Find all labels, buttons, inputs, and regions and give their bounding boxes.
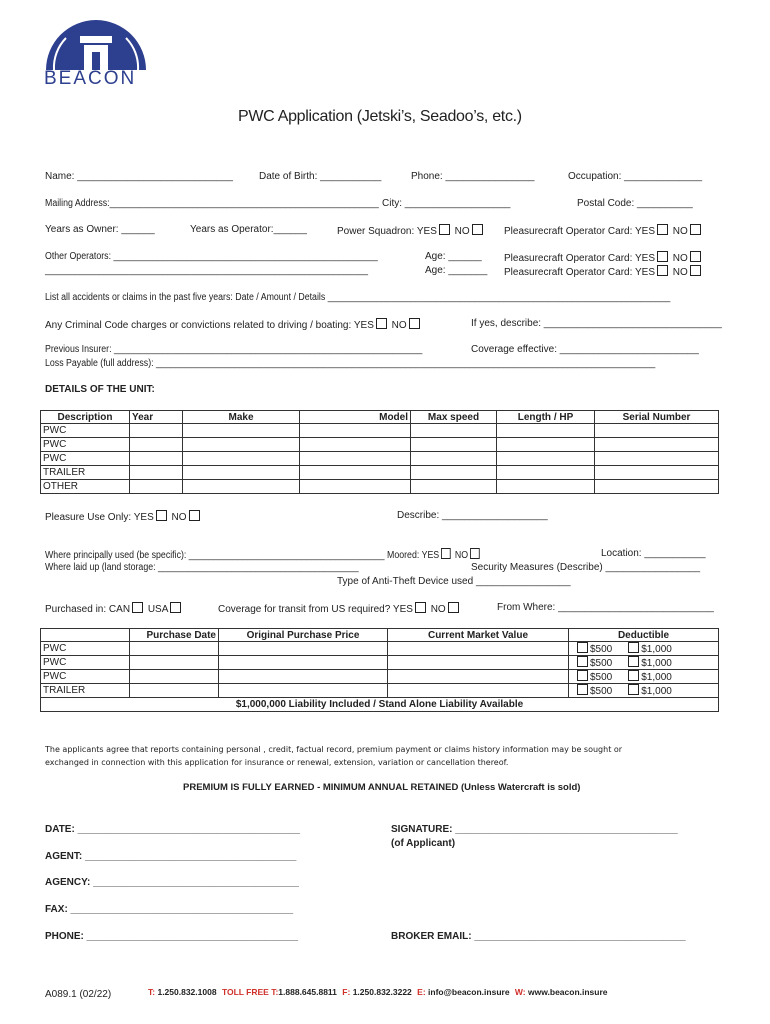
- page-title: PWC Application (Jetski’s, Seadoo’s, etc.): [238, 108, 522, 125]
- no-label: NO: [430, 604, 446, 615]
- pleasure-yes-checkbox[interactable]: [156, 510, 167, 521]
- table-row: [41, 452, 719, 466]
- col-length-hp: Length / HP: [497, 411, 595, 424]
- power-squadron: [337, 224, 485, 237]
- cell[interactable]: [497, 480, 595, 494]
- table-row: [41, 438, 719, 452]
- card-yes-checkbox[interactable]: [657, 224, 668, 235]
- ded-500-checkbox[interactable]: [577, 656, 588, 667]
- purchased-in: [45, 602, 183, 615]
- col-market-value: Current Market Value: [388, 629, 569, 642]
- where-used: [45, 548, 481, 561]
- pleasure-no-checkbox[interactable]: [189, 510, 200, 521]
- purchased-in-label: Purchased in: CAN: [45, 604, 131, 615]
- operator-card-label: Pleasurecraft Operator Card: YES: [504, 253, 655, 264]
- no-label: NO: [672, 267, 688, 278]
- table-row: [41, 656, 719, 670]
- value-table: [40, 628, 719, 712]
- signature-field[interactable]: SIGNATURE: ________________________________________: [391, 824, 678, 835]
- of-applicant-label: (of Applicant): [391, 838, 456, 849]
- contact-line: T: 1.250.832.1008 TOLL FREE T:1.888.645.8811 F: 1.250.832.3222 E: info@beacon.insure W: www.beacon.insure: [148, 987, 608, 997]
- transit-yes-checkbox[interactable]: [415, 602, 426, 613]
- table-header-row: [41, 629, 719, 642]
- years-owner-field[interactable]: Years as Owner: ______: [45, 224, 155, 235]
- age-field-2[interactable]: Age: _______: [425, 265, 488, 276]
- email-link[interactable]: info@beacon.insure: [428, 987, 510, 997]
- criminal-describe-field[interactable]: If yes, describe: ________________________________: [471, 318, 722, 329]
- cell[interactable]: [300, 438, 411, 452]
- table-row: [41, 670, 719, 684]
- no-label: NO: [454, 226, 470, 237]
- accidents-field[interactable]: List all accidents or claims in the past five years: Date / Amount / Details ______________________________________________________________________: [45, 292, 671, 303]
- logo-text: BEACON: [44, 68, 137, 89]
- table-row: [41, 466, 719, 480]
- criminal-charges-label: Any Criminal Code charges or convictions related to driving / boating: YES: [45, 320, 374, 331]
- ded-500-checkbox[interactable]: [577, 642, 588, 653]
- col-description: Description: [41, 411, 130, 424]
- cell[interactable]: [595, 452, 719, 466]
- cell[interactable]: [411, 452, 497, 466]
- transit-no-checkbox[interactable]: [448, 602, 459, 613]
- deductible-cell: $500 $1,000: [569, 684, 719, 698]
- cell[interactable]: [130, 438, 183, 452]
- laid-up-field[interactable]: Where laid up (land storage: _________________________________________: [45, 562, 359, 573]
- phone-field-footer[interactable]: PHONE: ______________________________________: [45, 931, 299, 942]
- cell[interactable]: [130, 452, 183, 466]
- row-label: PWC: [41, 424, 130, 438]
- transit-coverage-label: Coverage for transit from US required? YES: [218, 604, 413, 615]
- row-label: PWC: [41, 670, 130, 684]
- occupation-field[interactable]: Occupation: ______________: [568, 171, 703, 182]
- cell[interactable]: [497, 466, 595, 480]
- details-heading: DETAILS OF THE UNIT:: [45, 384, 155, 395]
- table-header-row: [41, 411, 719, 424]
- where-used-label: Where principally used (be specific): ________________________________________ Moored: YES: [45, 550, 440, 561]
- card2-yes-checkbox[interactable]: [657, 265, 668, 276]
- row-label: PWC: [41, 452, 130, 466]
- cell[interactable]: [183, 424, 300, 438]
- date-field[interactable]: DATE: ________________________________________: [45, 824, 301, 835]
- ded-500-checkbox[interactable]: [577, 670, 588, 681]
- cell[interactable]: [183, 438, 300, 452]
- cell[interactable]: [300, 452, 411, 466]
- card-no-checkbox[interactable]: [690, 224, 701, 235]
- ded-1000-checkbox[interactable]: [628, 684, 639, 695]
- coverage-effective-field[interactable]: Coverage effective: _________________________: [471, 344, 699, 355]
- cell[interactable]: [595, 466, 719, 480]
- cell[interactable]: [183, 452, 300, 466]
- cell[interactable]: [497, 452, 595, 466]
- moored-yes-checkbox[interactable]: [441, 548, 451, 559]
- agent-field[interactable]: AGENT: ______________________________________: [45, 851, 297, 862]
- no-label: NO: [672, 226, 688, 237]
- agreement-text: The applicants agree that reports containing personal , credit, factual record, premium payment or claims history information may be sought or exchanged in connection with this application for insurance or renewal, extension, variation or cancellation thereof.: [45, 745, 623, 767]
- name-field[interactable]: Name: ____________________________: [45, 171, 233, 182]
- criminal-no-checkbox[interactable]: [409, 318, 420, 329]
- criminal-yes-checkbox[interactable]: [376, 318, 387, 329]
- cell[interactable]: [411, 466, 497, 480]
- card1-yes-checkbox[interactable]: [657, 251, 668, 262]
- no-label: NO: [171, 512, 187, 523]
- cell[interactable]: [130, 480, 183, 494]
- card1-no-checkbox[interactable]: [690, 251, 701, 262]
- col-year: Year: [130, 411, 183, 424]
- col-original-price: Original Purchase Price: [219, 629, 388, 642]
- mailing-address-field[interactable]: Mailing Address:_______________________________________________________: [45, 198, 379, 209]
- form-number: A089.1 (02/22): [45, 989, 112, 1000]
- col-serial-number: Serial Number: [595, 411, 719, 424]
- use-describe-field[interactable]: Describe: ___________________: [397, 510, 548, 521]
- security-measures-field[interactable]: Security Measures (Describe) _________________: [471, 562, 701, 573]
- liability-note: $1,000,000 Liability Included / Stand Alone Liability Available: [41, 698, 719, 712]
- cell[interactable]: [411, 424, 497, 438]
- no-label: NO: [672, 253, 688, 264]
- ded-1000-checkbox[interactable]: [628, 656, 639, 667]
- card2-no-checkbox[interactable]: [690, 265, 701, 276]
- cell[interactable]: [183, 480, 300, 494]
- transit-coverage: [218, 602, 461, 615]
- col-deductible: Deductible: [569, 629, 719, 642]
- row-label: PWC: [41, 642, 130, 656]
- power-squadron-label: Power Squadron: YES: [337, 226, 437, 237]
- other-operators-field[interactable]: Other Operators: ______________________________________________________: [45, 251, 378, 262]
- cell[interactable]: [130, 424, 183, 438]
- unit-details-table: [40, 410, 719, 494]
- dob-field[interactable]: Date of Birth: ___________: [259, 171, 382, 182]
- cell[interactable]: [595, 424, 719, 438]
- operator-card-label: Pleasurecraft Operator Card: YES: [504, 226, 655, 237]
- broker-email-field[interactable]: BROKER EMAIL: ______________________________________: [391, 931, 686, 942]
- col-model: Model: [300, 411, 411, 424]
- previous-insurer-field[interactable]: Previous Insurer: _______________________________________________________________: [45, 344, 423, 355]
- row-label: PWC: [41, 438, 130, 452]
- beacon-logo: [40, 8, 152, 88]
- postal-code-field[interactable]: Postal Code: __________: [577, 198, 693, 209]
- table-row: [41, 684, 719, 698]
- row-label: TRAILER: [41, 684, 130, 698]
- cell[interactable]: [411, 480, 497, 494]
- operator-card-1: [504, 251, 703, 264]
- operator-card-2: [504, 265, 703, 278]
- ded-1000-checkbox[interactable]: [628, 642, 639, 653]
- other-operators-line2[interactable]: __________________________________________________________________: [45, 265, 369, 276]
- loss-payable-field[interactable]: Loss Payable (full address): ______________________________________________________________________________________________________: [45, 358, 656, 369]
- antitheft-field[interactable]: Type of Anti-Theft Device used _________________: [337, 576, 571, 587]
- pleasure-use-label: Pleasure Use Only: YES: [45, 512, 154, 523]
- col-purchase-date: Purchase Date: [130, 629, 219, 642]
- pleasure-use: [45, 510, 202, 523]
- row-label: OTHER: [41, 480, 130, 494]
- moored-no-checkbox[interactable]: [470, 548, 480, 559]
- cell[interactable]: [497, 424, 595, 438]
- cell[interactable]: [595, 438, 719, 452]
- cell[interactable]: [411, 438, 497, 452]
- usa-checkbox[interactable]: [170, 602, 181, 613]
- city-field[interactable]: City: ___________________: [382, 198, 511, 209]
- ded-500-checkbox[interactable]: [577, 684, 588, 695]
- cell[interactable]: [183, 466, 300, 480]
- from-where-field[interactable]: From Where: ____________________________: [497, 602, 714, 613]
- cell[interactable]: [497, 438, 595, 452]
- agency-field[interactable]: AGENCY: _____________________________________: [45, 877, 299, 888]
- deductible-cell: $500 $1,000: [569, 642, 719, 656]
- no-label: NO: [391, 320, 407, 331]
- liability-row: [41, 698, 719, 712]
- table-row: [41, 642, 719, 656]
- age-field-1[interactable]: Age: ______: [425, 251, 482, 262]
- years-operator-field[interactable]: Years as Operator:______: [190, 224, 307, 235]
- row-label: PWC: [41, 656, 130, 670]
- cell[interactable]: [300, 466, 411, 480]
- fax-field[interactable]: FAX: ________________________________________: [45, 904, 294, 915]
- cell[interactable]: [300, 424, 411, 438]
- website-link[interactable]: www.beacon.insure: [528, 987, 608, 997]
- premium-notice: PREMIUM IS FULLY EARNED - MINIMUM ANNUAL RETAINED (Unless Watercraft is sold): [183, 782, 581, 793]
- cell[interactable]: [130, 466, 183, 480]
- criminal-charges: [45, 318, 422, 331]
- no-label: NO: [454, 550, 469, 561]
- deductible-cell: $500 $1,000: [569, 670, 719, 684]
- table-row: [41, 424, 719, 438]
- usa-label: USA: [147, 604, 169, 615]
- can-checkbox[interactable]: [132, 602, 143, 613]
- lighthouse-icon: [40, 8, 152, 74]
- location-field[interactable]: Location: ___________: [601, 548, 706, 559]
- deductible-cell: $500 $1,000: [569, 656, 719, 670]
- squadron-yes-checkbox[interactable]: [439, 224, 450, 235]
- col-max-speed: Max speed: [411, 411, 497, 424]
- phone-field[interactable]: Phone: ________________: [411, 171, 535, 182]
- cell[interactable]: [300, 480, 411, 494]
- row-label: TRAILER: [41, 466, 130, 480]
- squadron-no-checkbox[interactable]: [472, 224, 483, 235]
- ded-1000-checkbox[interactable]: [628, 670, 639, 681]
- cell[interactable]: [595, 480, 719, 494]
- col-make: Make: [183, 411, 300, 424]
- operator-card: [504, 224, 703, 237]
- table-row: [41, 480, 719, 494]
- operator-card-label: Pleasurecraft Operator Card: YES: [504, 267, 655, 278]
